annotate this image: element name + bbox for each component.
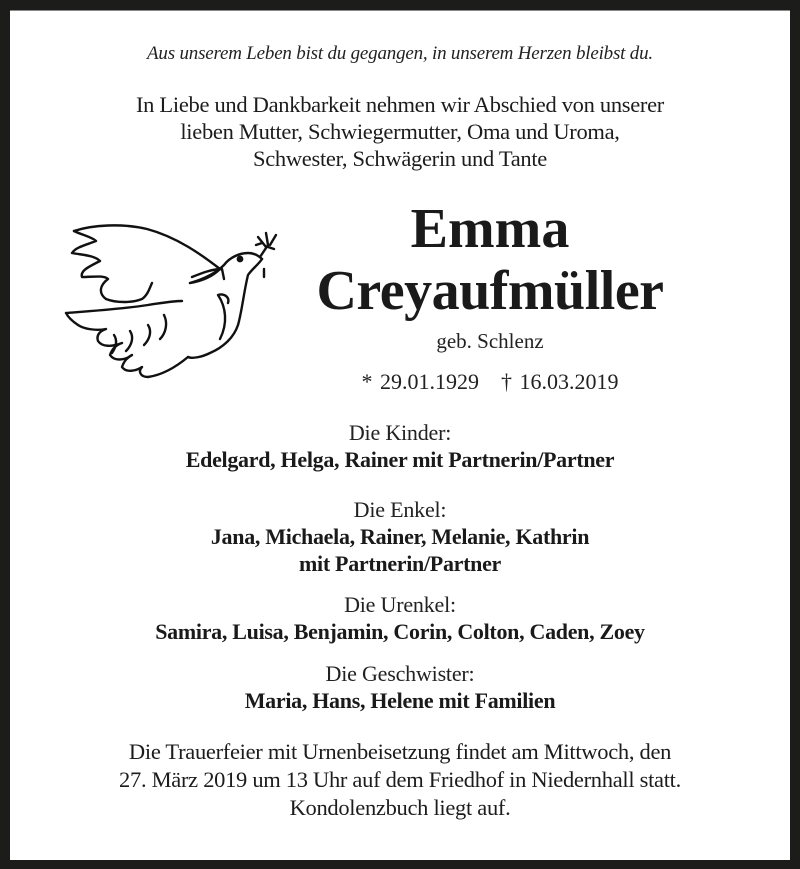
intro-line: In Liebe und Dankbarkeit nehmen wir Abschied von unserer <box>135 92 665 117</box>
intro-line: lieben Mutter, Schwiegermutter, Oma und Uroma, <box>180 119 620 144</box>
group-names: Samira, Luisa, Benjamin, Corin, Colton, Caden, Zoey <box>155 619 645 644</box>
maiden-name: geb. Schlenz <box>436 329 544 353</box>
motto-quote: Aus unserem Leben bist du gegangen, in unserem Herzen bleibst du. <box>147 43 653 64</box>
intro-line: Schwester, Schwägerin und Tante <box>253 146 547 171</box>
group-label: Die Kinder: <box>348 420 452 445</box>
intro-text <box>10 91 790 172</box>
ceremony-line: 27. März 2019 um 13 Uhr auf dem Friedhof in Niedernhall statt. <box>119 767 681 792</box>
group-label: Die Enkel: <box>353 497 447 522</box>
life-dates <box>280 369 700 395</box>
family-group-children <box>10 420 790 473</box>
deceased-first-name: Emma <box>410 198 570 260</box>
ceremony-line: Kondolenzbuch liegt auf. <box>289 795 511 820</box>
family-group-siblings <box>10 661 790 714</box>
dove-with-olive-branch-icon <box>52 207 284 387</box>
group-names: Maria, Hans, Helene mit Familien <box>244 688 556 713</box>
obituary-notice <box>10 10 790 860</box>
deceased-last-name: Creyaufmüller <box>316 260 664 322</box>
ceremony-details <box>10 738 790 822</box>
family-group-great-grandchildren <box>10 592 790 645</box>
group-names: Jana, Michaela, Rainer, Melanie, Kathrin <box>210 524 590 549</box>
group-label: Die Geschwister: <box>325 661 475 686</box>
birth-date: * 29.01.1929 <box>361 369 479 394</box>
death-date: † 16.03.2019 <box>501 369 619 394</box>
group-label: Die Urenkel: <box>344 592 456 617</box>
group-names: mit Partnerin/Partner <box>298 551 501 576</box>
group-names: Edelgard, Helga, Rainer mit Partnerin/Partner <box>185 447 615 472</box>
family-group-grandchildren <box>10 497 790 577</box>
ceremony-line: Die Trauerfeier mit Urnenbeisetzung findet am Mittwoch, den <box>128 739 672 764</box>
